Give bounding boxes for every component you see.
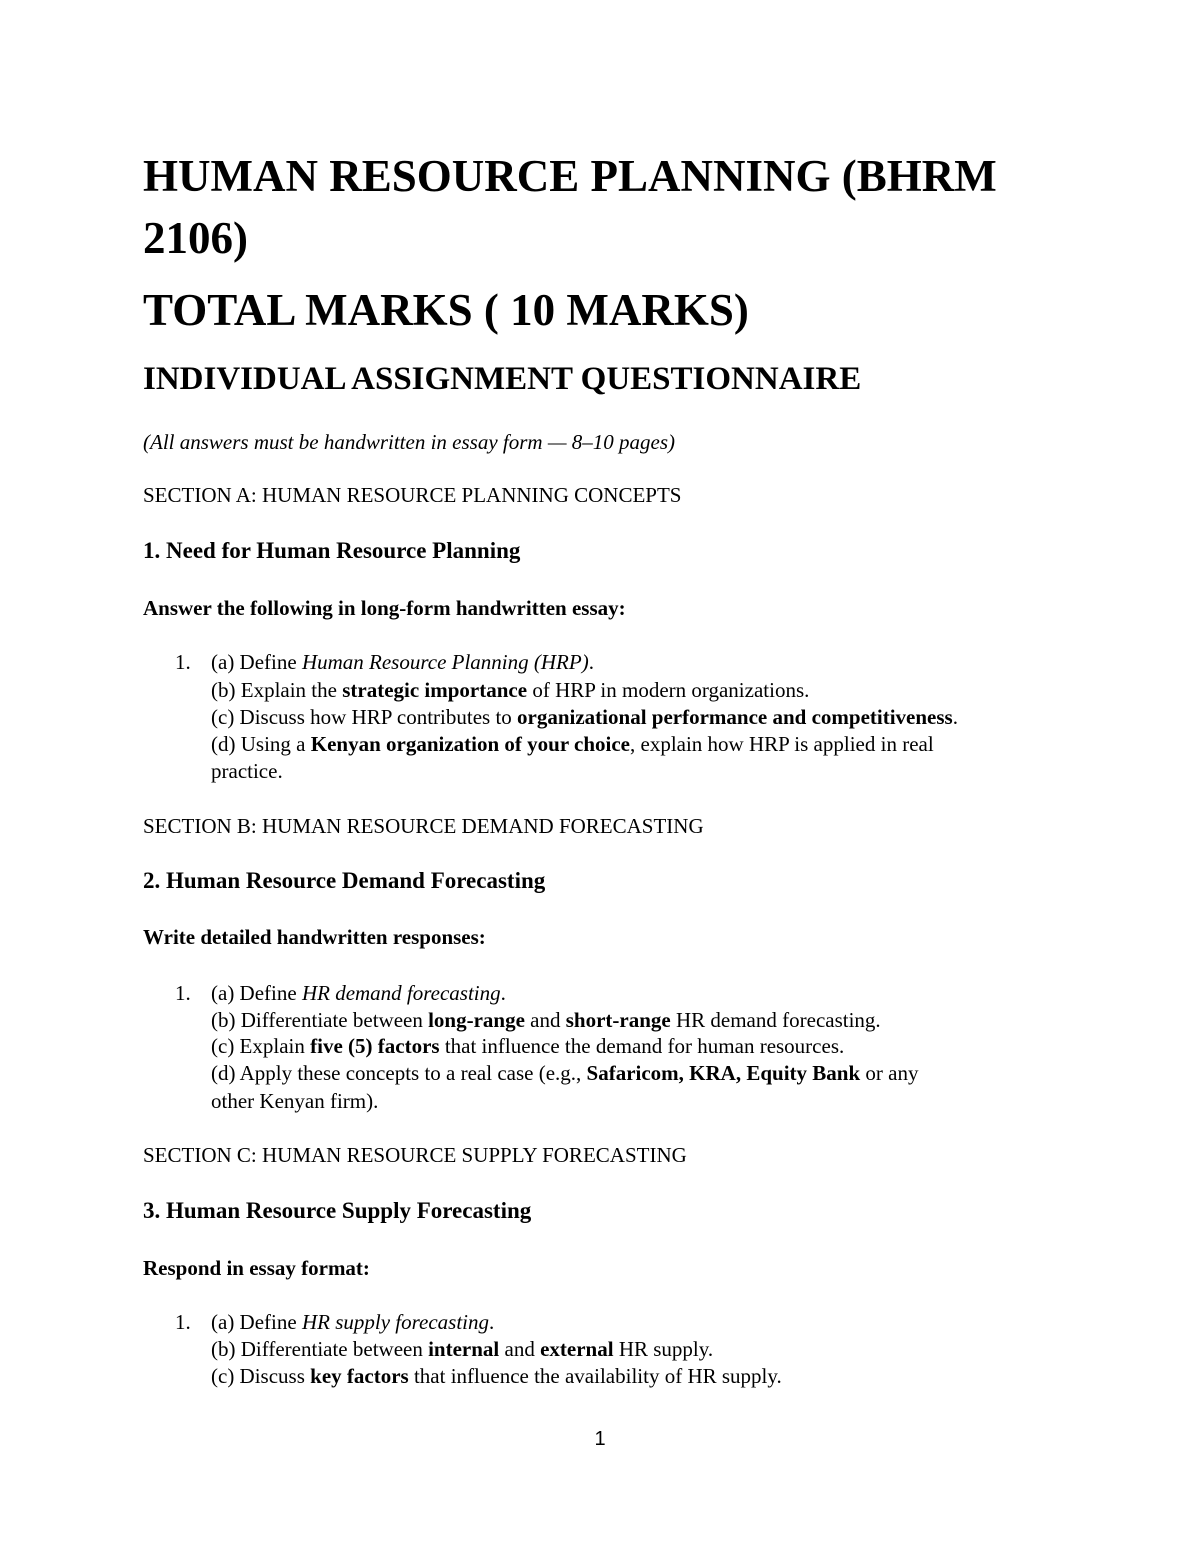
list-number: 1. xyxy=(175,1310,191,1334)
section-a-lead: Answer the following in long-form handwritten essay: xyxy=(143,596,626,620)
question-2-heading: 2. Human Resource Demand Forecasting xyxy=(143,868,546,893)
title-line-1: HUMAN RESOURCE PLANNING (BHRM xyxy=(143,151,997,201)
instruction-note: (All answers must be handwritten in essay form — 8–10 pages) xyxy=(143,430,675,454)
list-item: (d) Using a Kenyan organization of your choice, explain how HRP is applied in real xyxy=(211,732,934,756)
subtitle-heading: INDIVIDUAL ASSIGNMENT QUESTIONNAIRE xyxy=(143,361,862,397)
section-c-lead: Respond in essay format: xyxy=(143,1256,370,1280)
list-item: (a) Define HR supply forecasting. xyxy=(211,1310,495,1334)
list-item: (b) Explain the strategic importance of HRP in modern organizations. xyxy=(211,678,810,702)
list-number: 1. xyxy=(175,650,191,674)
list-item: (b) Differentiate between long-range and short-range HR demand forecasting. xyxy=(211,1008,881,1032)
page-number: 1 xyxy=(594,1428,606,1450)
section-b-lead: Write detailed handwritten responses: xyxy=(143,925,486,949)
list-item-continued: other Kenyan firm). xyxy=(211,1089,379,1113)
list-item: (c) Discuss key factors that influence the availability of HR supply. xyxy=(211,1364,782,1388)
document-title xyxy=(143,145,997,269)
list-item: (b) Differentiate between internal and external HR supply. xyxy=(211,1337,714,1361)
list-number: 1. xyxy=(175,981,191,1005)
section-b-heading: SECTION B: HUMAN RESOURCE DEMAND FORECASTING xyxy=(143,814,704,838)
list-item-continued: practice. xyxy=(211,759,283,783)
question-1-heading: 1. Need for Human Resource Planning xyxy=(143,538,521,563)
total-marks-heading: TOTAL MARKS ( 10 MARKS) xyxy=(143,285,749,335)
list-item: (c) Explain five (5) factors that influence the demand for human resources. xyxy=(211,1034,845,1058)
list-item: (a) Define Human Resource Planning (HRP). xyxy=(211,650,594,674)
list-item: (c) Discuss how HRP contributes to organizational performance and competitiveness. xyxy=(211,705,958,729)
section-c-heading: SECTION C: HUMAN RESOURCE SUPPLY FORECASTING xyxy=(143,1143,687,1167)
question-3-heading: 3. Human Resource Supply Forecasting xyxy=(143,1198,532,1223)
list-item: (a) Define HR demand forecasting. xyxy=(211,981,506,1005)
section-a-heading: SECTION A: HUMAN RESOURCE PLANNING CONCEPTS xyxy=(143,483,682,507)
title-line-2: 2106) xyxy=(143,213,248,263)
list-item: (d) Apply these concepts to a real case (e.g., Safaricom, KRA, Equity Bank or any xyxy=(211,1061,919,1085)
